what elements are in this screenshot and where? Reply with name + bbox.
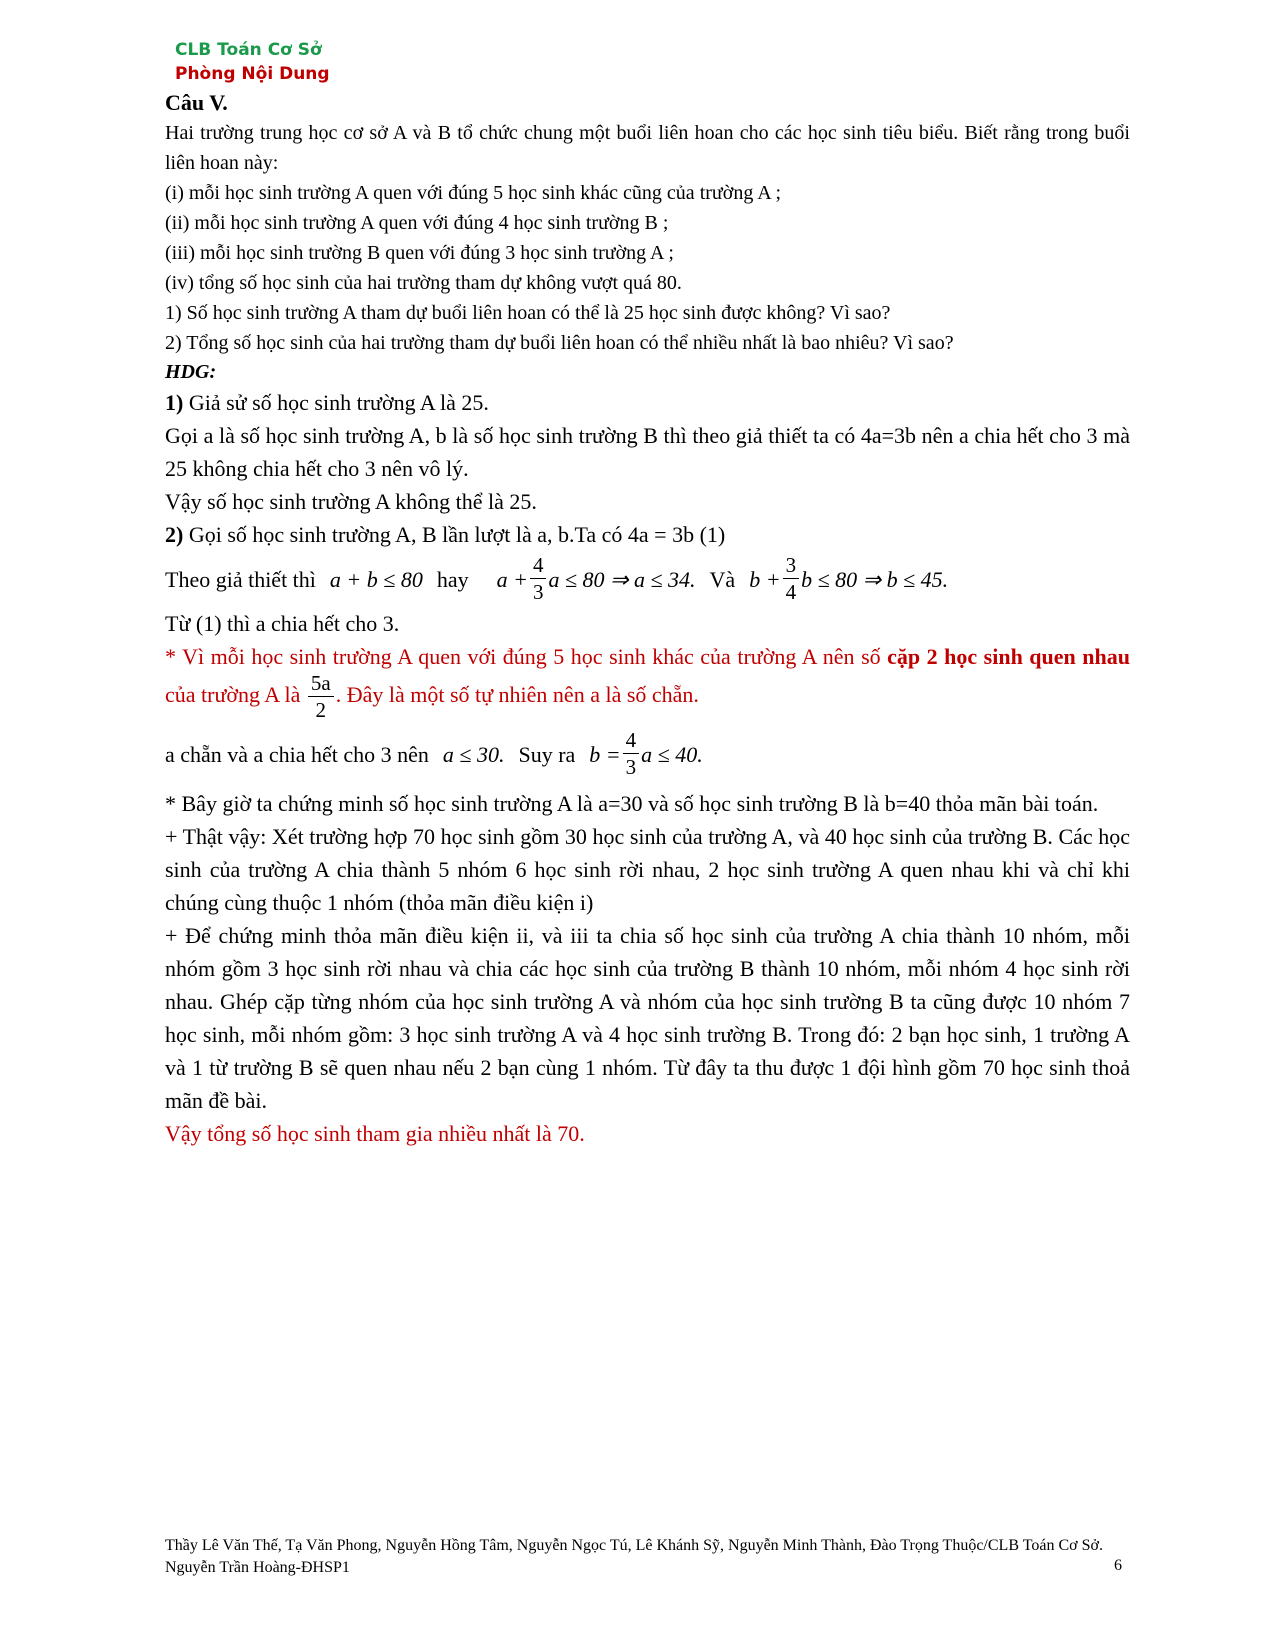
divisible-line: Từ (1) thì a chia hết cho 3. bbox=[165, 611, 400, 636]
problem-intro: Hai trường trung học cơ sở A và B tổ chức chung một buổi liên hoan cho các học sinh tiêu biểu. Biết rằng trong buổi liên hoan này: bbox=[165, 122, 1130, 174]
footer-authors: Thầy Lê Văn Thế, Tạ Văn Phong, Nguyễn Hồng Tâm, Nguyễn Ngọc Tú, Lê Khánh Sỹ, Nguyễn Minh Thành, Đào Trọng Thuộc/CLB Toán Cơ Sở. Nguyễn Trần Hoàng-ĐHSP1 bbox=[165, 1537, 1103, 1576]
conclusion: Vậy tổng số học sinh tham gia nhiều nhất là 70. bbox=[165, 1121, 585, 1146]
pairs-argument: * Vì mỗi học sinh trường A quen với đúng 5 học sinh khác của trường A nên số cặp 2 học sinh quen nhau của trường A là $\frac{5a}{2}$ . Đây là một số tự nhiên nên a là số chẵn. bbox=[165, 644, 1130, 722]
condition-i: (i) mỗi học sinh trường A quen với đúng 5 học sinh khác cũng của trường A ; bbox=[165, 182, 782, 204]
fraction-3-over-4: $\frac{3}{4}$ bbox=[783, 555, 800, 603]
question-2: 2) Tổng số học sinh của hai trường tham dự buổi liên hoan có thể nhiều nhất là bao nhiêu? Vì sao? bbox=[165, 332, 954, 354]
part2-line1: 2) Gọi số học sinh trường A, B lần lượt là a, b.Ta có 4a = 3b (1) bbox=[165, 522, 726, 547]
part1-line2: Gọi a là số học sinh trường A, b là số học sinh trường B thì theo giả thiết ta có 4a=3b nên a chia hết cho 3 mà 25 không chia hết cho 3 nên vô lý. bbox=[165, 423, 1130, 481]
inequality-line: Theo giả thiết thì a + b ≤ 80 hay a + $\frac{4}{3}$ a ≤ 80 ⇒ a ≤ 34. Và b + $\frac{3}{4}$ b ≤ 80 ⇒ b ≤ 45. bbox=[165, 553, 949, 604]
condition-iii: (iii) mỗi học sinh trường B quen với đúng 3 học sinh trường A ; bbox=[165, 242, 674, 264]
solution-label: HDG: bbox=[165, 361, 217, 383]
condition-ii: (ii) mỗi học sinh trường A quen với đúng 4 học sinh trường B ; bbox=[165, 212, 669, 234]
club-name: CLB Toán Cơ Sở bbox=[175, 40, 322, 60]
question-1: 1) Số học sinh trường A tham dự buổi liên hoan có thể là 25 học sinh được không? Vì sao? bbox=[165, 302, 891, 324]
proof-intro: * Bây giờ ta chứng minh số học sinh trường A là a=30 và số học sinh trường B là b=40 thỏa mãn bài toán. bbox=[165, 791, 1099, 816]
document-body bbox=[165, 88, 1130, 1150]
condition-iv: (iv) tổng số học sinh của hai trường tham dự không vượt quá 80. bbox=[165, 272, 682, 294]
proof-paragraph-1: + Thật vậy: Xét trường hợp 70 học sinh gồm 30 học sinh của trường A, và 40 học sinh của trường B. Các học sinh của trường A chia thành 5 nhóm 6 học sinh rời nhau, 2 học sinh trường A quen nhau khi và chỉ khi chúng cùng thuộc 1 nhóm (thỏa mãn điều kiện i) bbox=[165, 824, 1130, 915]
problem-title: Câu V. bbox=[165, 90, 228, 115]
part1-line1: 1) Giả sử số học sinh trường A là 25. bbox=[165, 390, 489, 415]
fraction-4-over-3-b: $\frac{4}{3}$ bbox=[623, 730, 640, 778]
fraction-4-over-3: $\frac{4}{3}$ bbox=[530, 555, 547, 603]
proof-paragraph-2: + Để chứng minh thỏa mãn điều kiện ii, và iii ta chia số học sinh của trường A chia thành 10 nhóm, mỗi nhóm gồm 3 học sinh rời nhau và chia các học sinh của trường B thành 10 nhóm, mỗi nhóm 4 học sinh rời nhau. Ghép cặp từng nhóm của học sinh trường A và nhóm của học sinh trường B ta cũng được 10 nhóm 7 học sinh, mỗi nhóm gồm: 3 học sinh trường A và 4 học sinh trường B. Trong đó: 2 bạn học sinh, 1 trường A và 1 từ trường B sẽ quen nhau nếu 2 bạn cùng 1 nhóm. Từ đây ta thu được 1 đội hình gồm 70 học sinh thoả mãn đề bài. bbox=[165, 923, 1130, 1113]
department-name: Phòng Nội Dung bbox=[175, 64, 330, 84]
bound-line: a chẵn và a chia hết cho 3 nên a ≤ 30. Suy ra b = $\frac{4}{3}$ a ≤ 40. bbox=[165, 728, 703, 779]
part2-number: 2) bbox=[165, 522, 184, 547]
ineq-sum: a + b ≤ 80 bbox=[329, 566, 423, 592]
part1-number: 1) bbox=[165, 390, 184, 415]
fraction-5a-over-2: $\frac{5a}{2}$ bbox=[308, 673, 334, 721]
part1-line3: Vậy số học sinh trường A không thể là 25. bbox=[165, 489, 537, 514]
page-number: 6 bbox=[1114, 1557, 1122, 1574]
